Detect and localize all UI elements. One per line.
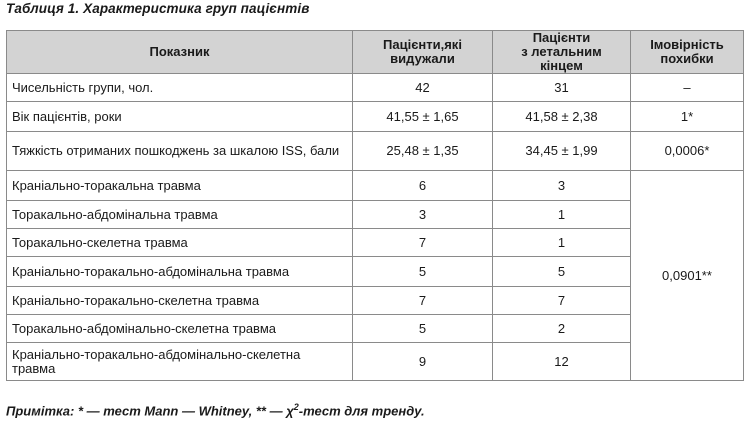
cell-deceased: 7 [493, 287, 631, 315]
cell-deceased: 41,58 ± 2,38 [493, 102, 631, 132]
cell-probability: – [631, 74, 744, 102]
cell-probability: 0,0006* [631, 132, 744, 171]
footnote-prefix: Примітка: [6, 403, 78, 419]
cell-deceased: 34,45 ± 1,99 [493, 132, 631, 171]
patient-groups-table [6, 30, 744, 381]
cell-survived: 5 [353, 315, 493, 343]
table-row [7, 171, 744, 201]
cell-survived: 5 [353, 257, 493, 287]
footnote-superscript: 2 [293, 402, 299, 412]
cell-deceased: 5 [493, 257, 631, 287]
row-label: Торакально-абдомінально-скелетна травма [7, 315, 353, 343]
header-indicator: Показник [7, 31, 353, 74]
header-deceased: Пацієнти з летальним кінцем [493, 31, 631, 74]
cell-trauma-probability: 0,0901** [631, 171, 744, 381]
table-caption: Таблиця 1. Характеристика груп пацієнтів [6, 1, 310, 16]
row-label: Торакально-скелетна травма [7, 229, 353, 257]
row-label: Торакально-абдомінальна травма [7, 201, 353, 229]
cell-survived: 3 [353, 201, 493, 229]
cell-survived: 25,48 ± 1,35 [353, 132, 493, 171]
cell-deceased: 2 [493, 315, 631, 343]
cell-deceased: 31 [493, 74, 631, 102]
cell-deceased: 1 [493, 229, 631, 257]
cell-survived: 9 [353, 343, 493, 381]
header-probability: Імовірність похибки [631, 31, 744, 74]
row-label: Краніально-торакально-абдомінально-скелетна травма [7, 343, 353, 381]
table-row [7, 74, 744, 102]
cell-probability: 1* [631, 102, 744, 132]
header-survived: Пацієнти,які видужали [353, 31, 493, 74]
table-footnote [6, 402, 425, 418]
footnote-text-end: -тест для тренду. [298, 403, 425, 419]
cell-deceased: 12 [493, 343, 631, 381]
row-label: Тяжкість отриманих пошкоджень за шкалою ISS, бали [7, 132, 353, 171]
table-row [7, 102, 744, 132]
row-label: Краніально-торакально-скелетна травма [7, 287, 353, 315]
cell-survived: 7 [353, 229, 493, 257]
cell-survived: 6 [353, 171, 493, 201]
table-header-row [7, 31, 744, 74]
row-label: Чисельність групи, чол. [7, 74, 353, 102]
cell-survived: 42 [353, 74, 493, 102]
row-label: Вік пацієнтів, роки [7, 102, 353, 132]
cell-survived: 7 [353, 287, 493, 315]
cell-deceased: 1 [493, 201, 631, 229]
row-label: Краніально-торакально-абдомінальна травма [7, 257, 353, 287]
cell-deceased: 3 [493, 171, 631, 201]
table-row [7, 132, 744, 171]
footnote-text: * — тест Mann — Whitney, ** — χ [77, 403, 294, 419]
cell-survived: 41,55 ± 1,65 [353, 102, 493, 132]
row-label: Краніально-торакальна травма [7, 171, 353, 201]
